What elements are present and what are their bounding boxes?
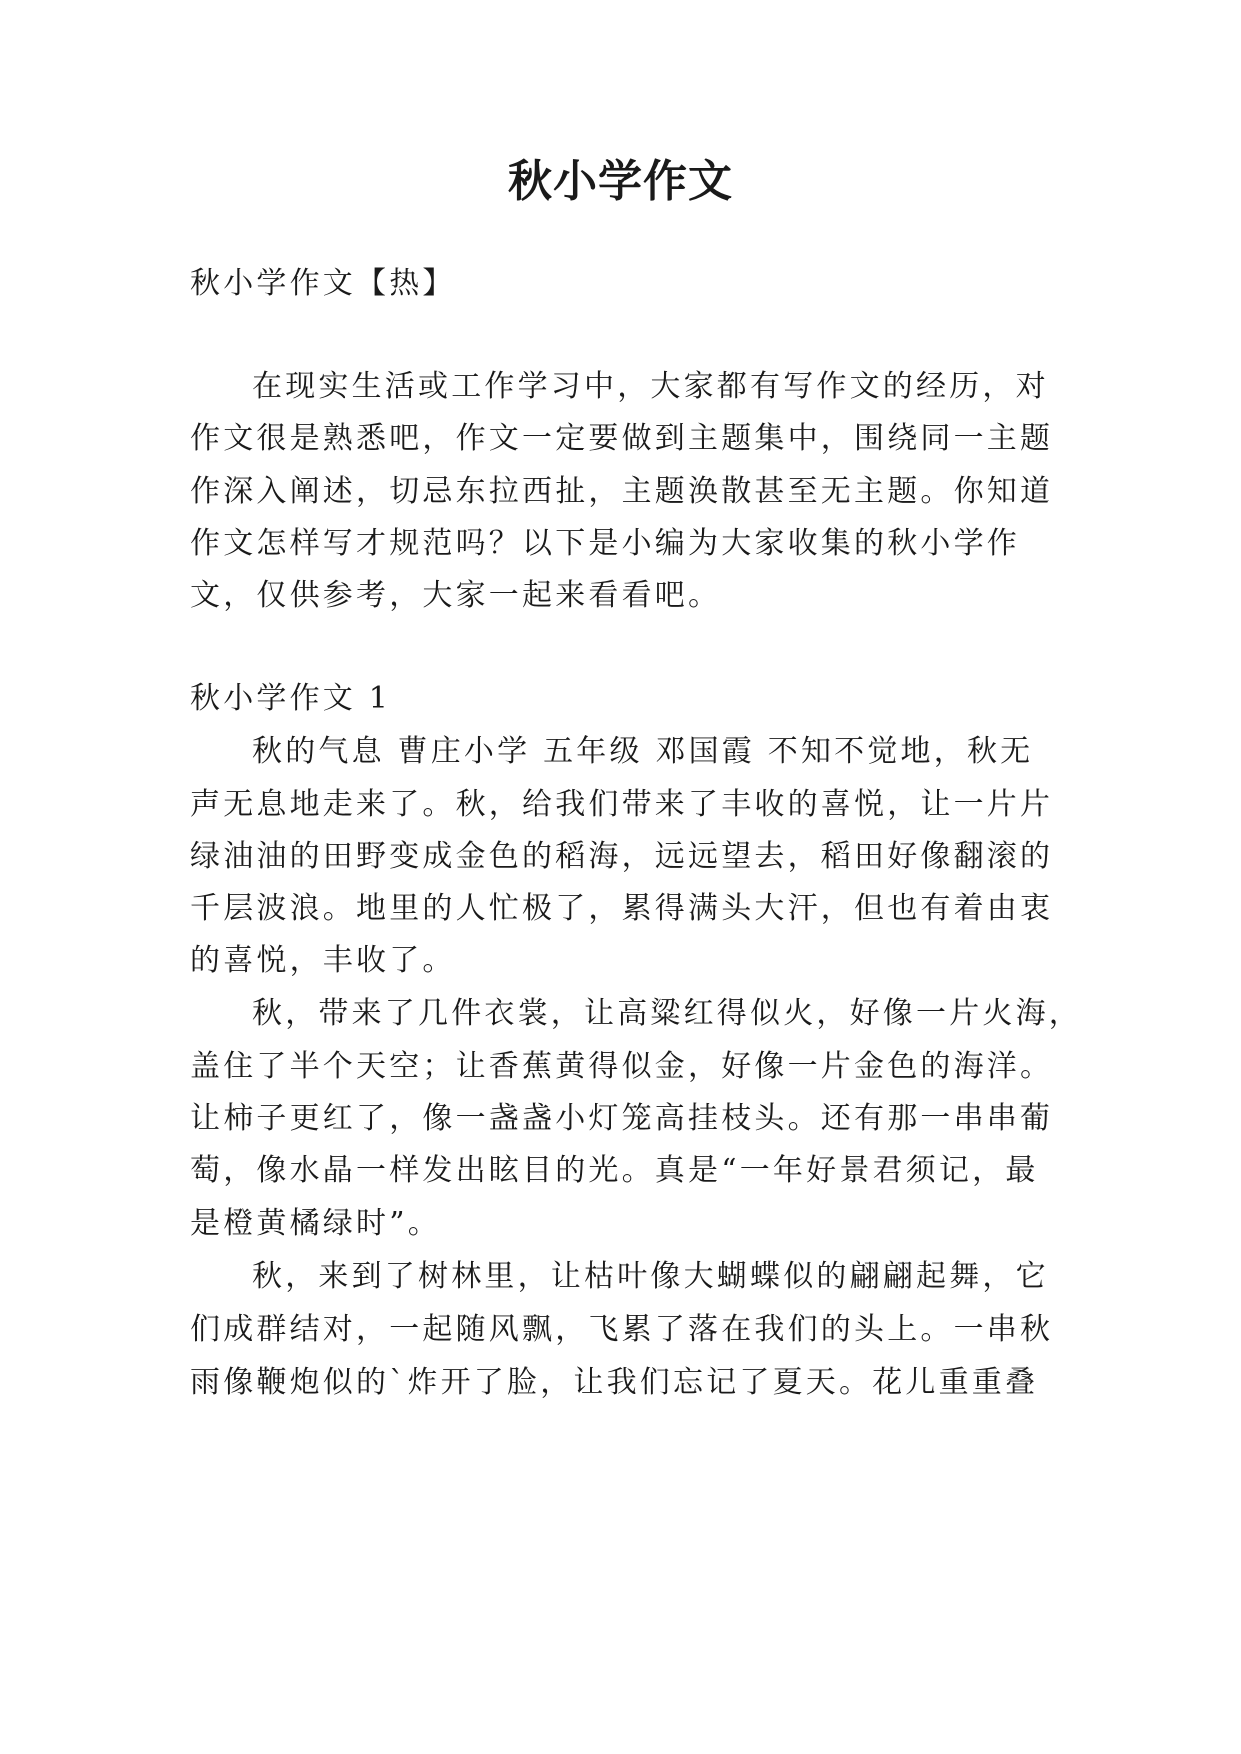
paragraph-line: 让柿子更红了，像一盏盏小灯笼高挂枝头。还有那一串串葡 (190, 1101, 1054, 1136)
intro-line: 作深入阐述，切忌东拉西扯，主题涣散甚至无主题。你知道 (190, 474, 1054, 509)
document-title: 秋小学作文 (508, 156, 733, 207)
paragraph-line: 萄，像水晶一样发出眩目的光。真是“一年好景君须记，最 (190, 1153, 1039, 1188)
paragraph-line: 秋，来到了树林里，让枯叶像大蝴蝶似的翩翩起舞，它 (252, 1259, 1049, 1294)
paragraph-line: 雨像鞭炮似的`炸开了脸，让我们忘记了夏天。花儿重重叠 (190, 1365, 1039, 1400)
paragraph-line: 的喜悦，丰收了。 (190, 943, 456, 978)
section-heading: 秋小学作文 1 (190, 681, 392, 716)
paragraph-line: 声无息地走来了。秋，给我们带来了丰收的喜悦，让一片片 (190, 787, 1054, 822)
paragraph-line: 秋，带来了几件衣裳，让高粱红得似火，好像一片火海， (252, 996, 1082, 1031)
paragraph-line: 是橙黄橘绿时”。 (190, 1206, 441, 1241)
intro-line: 作文怎样写才规范吗？以下是小编为大家收集的秋小学作 (190, 526, 1020, 561)
paragraph-line: 们成群结对，一起随风飘，飞累了落在我们的头上。一串秋 (190, 1312, 1054, 1347)
paragraph-line: 盖住了半个天空；让香蕉黄得似金，好像一片金色的海洋。 (190, 1049, 1054, 1084)
intro-line: 在现实生活或工作学习中，大家都有写作文的经历，对 (252, 369, 1049, 404)
paragraph-line: 绿油油的田野变成金色的稻海，远远望去，稻田好像翻滚的 (190, 839, 1054, 874)
intro-line: 作文很是熟悉吧，作文一定要做到主题集中，围绕同一主题 (190, 421, 1054, 456)
paragraph-line: 秋的气息 曹庄小学 五年级 邓国霞 不知不觉地，秋无 (252, 734, 1034, 769)
document-subtitle: 秋小学作文【热】 (190, 266, 456, 301)
intro-line: 文，仅供参考，大家一起来看看吧。 (190, 578, 722, 613)
paragraph-line: 千层波浪。地里的人忙极了，累得满头大汗，但也有着由衷 (190, 891, 1054, 926)
